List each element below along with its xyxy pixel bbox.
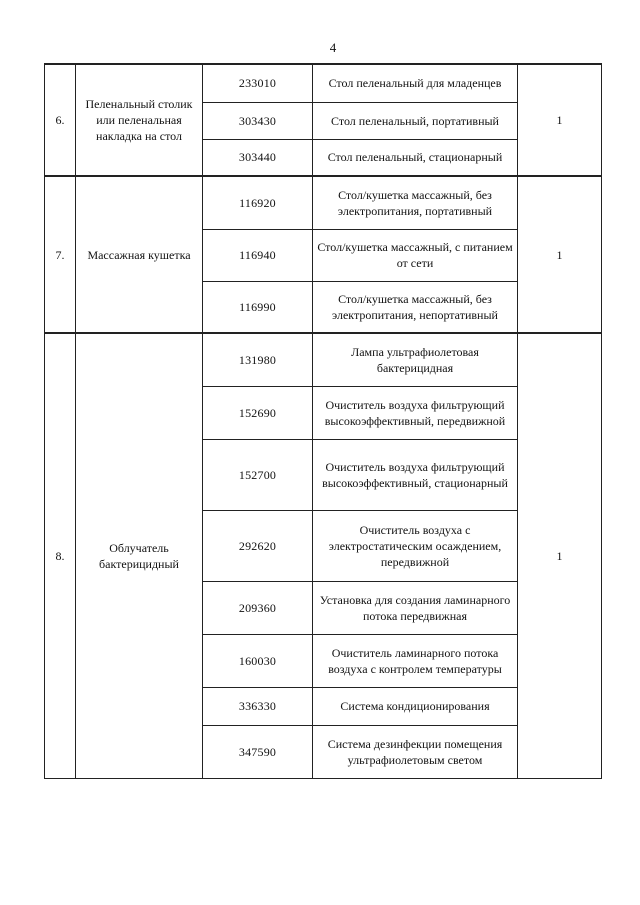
group-name: Пеленальный столик или пеленальная накладка на стол — [76, 64, 203, 176]
item-description: Система кондиционирования — [313, 687, 518, 725]
page-number: 4 — [329, 40, 337, 55]
item-code: 336330 — [203, 687, 313, 725]
item-code: 233010 — [203, 64, 313, 102]
item-code: 209360 — [203, 581, 313, 634]
item-description: Установка для создания ламинарного потока передвижная — [313, 581, 518, 634]
item-description: Стол/кушетка массажный, без электропитания, портативный — [313, 176, 518, 229]
group-quantity: 1 — [518, 333, 602, 778]
equipment-table — [44, 63, 602, 779]
item-description: Стол пеленальный для младенцев — [313, 64, 518, 102]
group-quantity: 1 — [518, 176, 602, 333]
item-description: Стол/кушетка массажный, без электропитания, непортативный — [313, 281, 518, 333]
item-code: 303430 — [203, 102, 313, 139]
item-description: Стол пеленальный, портативный — [313, 102, 518, 139]
item-code: 347590 — [203, 725, 313, 778]
item-code: 152700 — [203, 439, 313, 510]
group-name: Облучатель бактерицидный — [76, 333, 203, 778]
item-code: 116920 — [203, 176, 313, 229]
group-number: 7. — [45, 176, 76, 333]
item-code: 303440 — [203, 139, 313, 176]
item-code: 131980 — [203, 333, 313, 386]
table-row — [45, 333, 602, 386]
item-description: Очиститель воздуха фильтрующий высокоэффективный, передвижной — [313, 386, 518, 439]
group-number: 8. — [45, 333, 76, 778]
group-name: Массажная кушетка — [76, 176, 203, 333]
table-row — [45, 64, 602, 102]
item-description: Стол пеленальный, стационарный — [313, 139, 518, 176]
item-code: 116990 — [203, 281, 313, 333]
item-description: Лампа ультрафиолетовая бактерицидная — [313, 333, 518, 386]
item-code: 160030 — [203, 634, 313, 687]
item-code: 116940 — [203, 229, 313, 281]
item-description: Очиститель ламинарного потока воздуха с контролем температуры — [313, 634, 518, 687]
group-number: 6. — [45, 64, 76, 176]
item-code: 292620 — [203, 510, 313, 581]
item-code: 152690 — [203, 386, 313, 439]
item-description: Очиститель воздуха с электростатическим осаждением, передвижной — [313, 510, 518, 581]
table-row — [45, 176, 602, 229]
group-quantity: 1 — [518, 64, 602, 176]
item-description: Очиститель воздуха фильтрующий высокоэффективный, стационарный — [313, 439, 518, 510]
item-description: Стол/кушетка массажный, с питанием от сети — [313, 229, 518, 281]
equipment-table-body — [45, 64, 602, 778]
item-description: Система дезинфекции помещения ультрафиолетовым светом — [313, 725, 518, 778]
